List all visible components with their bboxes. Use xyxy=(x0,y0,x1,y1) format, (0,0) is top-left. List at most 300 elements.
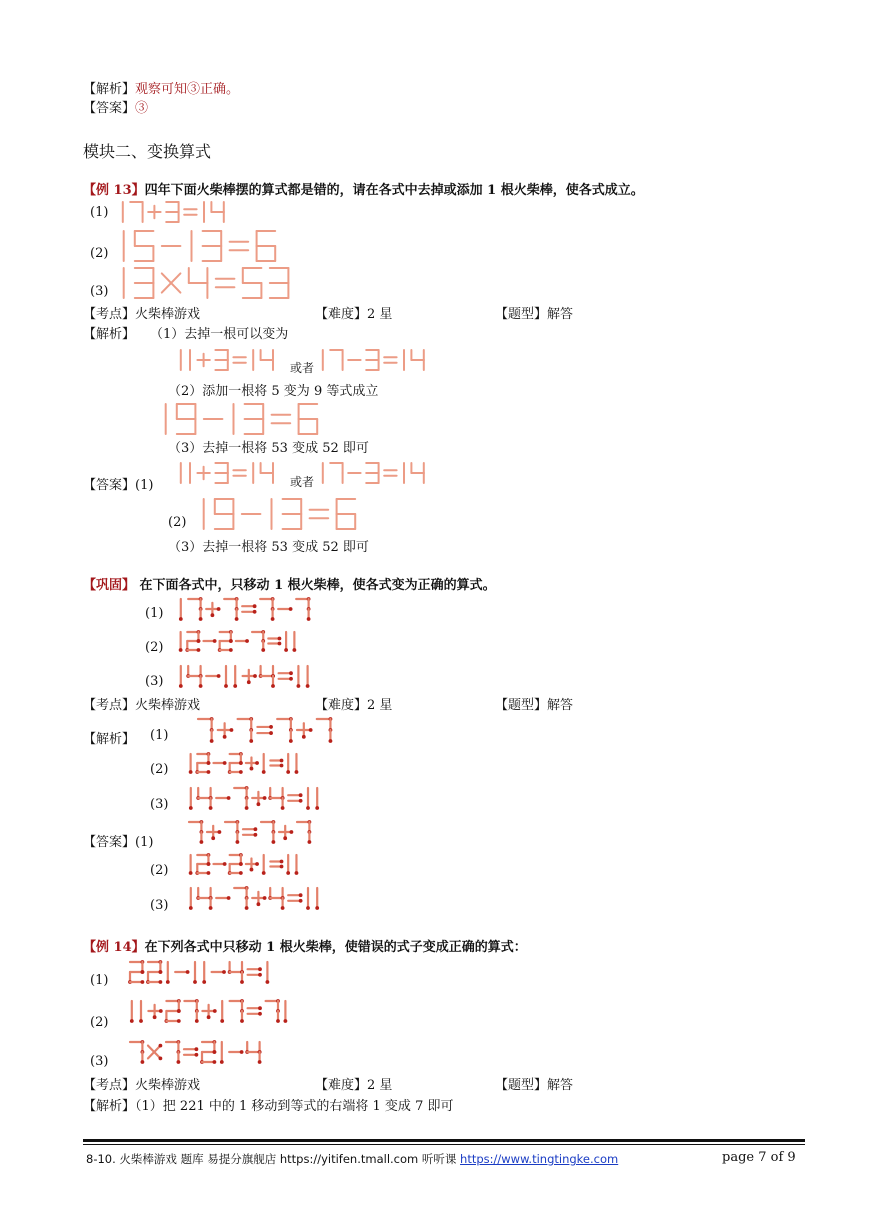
match-glyph xyxy=(411,463,423,483)
match-head xyxy=(255,862,259,866)
match-glyph xyxy=(184,1047,198,1056)
match-head xyxy=(263,796,267,800)
match-head xyxy=(220,1019,224,1023)
match-head xyxy=(202,980,206,984)
match-head xyxy=(240,1019,244,1023)
match-head xyxy=(179,648,183,652)
match-head xyxy=(258,1006,262,1010)
cons-analysis-eq1 xyxy=(195,716,340,744)
match-head xyxy=(186,970,190,974)
match-head xyxy=(159,1009,163,1013)
match-glyph xyxy=(366,350,378,370)
ex13-q2-number: (2) xyxy=(90,246,109,261)
match-head xyxy=(299,893,303,897)
analysis-line xyxy=(83,78,239,97)
ex14-q1-number: (1) xyxy=(90,973,109,988)
match-glyph xyxy=(175,970,189,974)
match-head xyxy=(193,980,197,984)
match-head xyxy=(195,1053,199,1057)
cons-q2-number: (2) xyxy=(145,640,164,655)
match-head xyxy=(177,1009,181,1013)
match-glyph xyxy=(197,354,209,366)
match-glyph xyxy=(220,1001,224,1023)
match-glyph xyxy=(248,967,262,976)
match-glyph xyxy=(228,752,243,774)
match-head xyxy=(269,731,273,735)
cons-q3-number: (3) xyxy=(145,674,164,689)
match-glyph xyxy=(306,666,310,688)
match-head xyxy=(278,637,282,641)
match-glyph xyxy=(233,357,245,363)
ex14-analysis-step1: （1）把 221 中的 1 移动到等式的右端将 1 变成 7 即可 xyxy=(135,1099,454,1114)
match-head xyxy=(257,802,261,806)
match-glyph xyxy=(165,999,181,1023)
match-glyph xyxy=(315,788,319,810)
cons-analysis-eq2 xyxy=(186,751,307,775)
match-glyph xyxy=(238,717,254,743)
cons-answer-eq3 xyxy=(186,885,328,911)
match-glyph xyxy=(202,1005,216,1019)
match-head xyxy=(189,906,193,910)
match-head xyxy=(249,739,253,743)
match-glyph xyxy=(225,820,239,844)
match-glyph xyxy=(252,792,266,806)
match-glyph xyxy=(189,820,203,844)
match-head xyxy=(253,610,257,614)
match-glyph xyxy=(234,886,248,910)
match-head xyxy=(289,739,293,743)
match-head xyxy=(207,862,211,866)
match-glyph xyxy=(207,826,221,840)
match-head xyxy=(261,648,265,652)
match-glyph xyxy=(310,510,329,518)
match-glyph xyxy=(268,888,284,910)
match-glyph xyxy=(270,759,283,768)
cons-q3-equation xyxy=(176,663,318,689)
match-head xyxy=(245,906,249,910)
match-glyph xyxy=(288,793,302,802)
match-glyph xyxy=(195,752,210,774)
match-glyph xyxy=(259,666,275,688)
cons-answer-eq2 xyxy=(186,852,307,876)
match-head xyxy=(258,1060,262,1064)
match-glyph xyxy=(189,888,193,910)
match-glyph xyxy=(200,1040,216,1064)
match-head xyxy=(227,896,231,900)
match-glyph xyxy=(306,888,310,910)
match-head xyxy=(245,806,249,810)
match-head xyxy=(295,770,299,774)
match-glyph xyxy=(295,855,299,875)
match-glyph xyxy=(317,717,333,743)
match-head xyxy=(271,617,275,621)
example-14-text: 在下列各式中只移动 1 根火柴棒，使错误的式子变成正确的算式： xyxy=(144,940,527,955)
match-head xyxy=(209,906,213,910)
match-glyph xyxy=(166,202,178,222)
match-glyph xyxy=(283,499,302,529)
answer-line xyxy=(83,97,148,116)
match-glyph xyxy=(179,632,183,652)
match-glyph xyxy=(230,999,244,1023)
match-glyph xyxy=(128,960,144,984)
meta-2-type: 【题型】解答 xyxy=(495,698,574,713)
analysis-label: 【解析】 xyxy=(83,82,136,97)
answer-text: ③ xyxy=(135,101,149,116)
match-glyph xyxy=(206,603,220,617)
match-head xyxy=(254,827,258,831)
match-head xyxy=(240,1050,244,1054)
match-glyph xyxy=(248,1006,262,1015)
match-head xyxy=(179,684,183,688)
match-head xyxy=(269,725,273,729)
cons-analysis-n1: (1) xyxy=(150,728,169,743)
cons-answer-eq1 xyxy=(186,819,318,845)
match-glyph xyxy=(220,1042,224,1064)
match-glyph xyxy=(243,670,257,684)
example-13-text: 四年下面火柴棒摆的算式都是错的，请在各式中去掉或添加 1 根火柴棒，使各式成立。 xyxy=(144,183,644,198)
match-head xyxy=(289,607,293,611)
match-head xyxy=(306,684,310,688)
match-glyph xyxy=(268,788,284,810)
ex13-q3-number: (3) xyxy=(90,284,109,299)
match-glyph xyxy=(130,1040,144,1064)
example-14-question xyxy=(83,936,527,955)
match-head xyxy=(222,970,226,974)
match-glyph xyxy=(148,1005,162,1019)
match-glyph xyxy=(234,786,248,810)
match-glyph xyxy=(261,463,273,483)
match-head xyxy=(292,648,296,652)
match-glyph xyxy=(330,350,342,370)
match-glyph xyxy=(292,632,296,652)
answer-label: 【答案】 xyxy=(83,101,136,116)
match-head xyxy=(239,761,243,765)
match-glyph xyxy=(411,350,423,370)
match-head xyxy=(227,796,231,800)
match-glyph xyxy=(216,279,235,287)
match-head xyxy=(239,871,243,875)
match-glyph xyxy=(261,820,275,844)
meta-2-difficulty: 【难度】2 星 xyxy=(315,698,393,713)
match-head xyxy=(245,639,249,643)
meta-1-difficulty: 【难度】2 星 xyxy=(315,307,393,322)
match-glyph xyxy=(213,761,226,765)
ex13-answer-step3: （3）去掉一根将 53 变成 52 即可 xyxy=(168,540,369,555)
match-glyph xyxy=(296,597,310,621)
match-glyph xyxy=(233,470,245,476)
match-head xyxy=(195,1019,199,1023)
match-glyph xyxy=(215,350,227,370)
match-head xyxy=(239,862,243,866)
match-glyph xyxy=(266,999,280,1023)
analysis-text: 观察可知③正确。 xyxy=(135,82,240,97)
match-head xyxy=(271,684,275,688)
match-glyph xyxy=(246,858,259,871)
match-head xyxy=(262,871,266,875)
match-glyph xyxy=(179,666,183,688)
footer-rule-thin xyxy=(83,1144,805,1145)
match-glyph xyxy=(179,599,183,621)
footer-rule-thick xyxy=(83,1139,805,1142)
match-head xyxy=(166,980,170,984)
consolidate-tag: 【巩固】 xyxy=(83,578,136,593)
match-glyph xyxy=(228,962,244,984)
match-glyph xyxy=(146,960,162,984)
match-head xyxy=(240,980,244,984)
module-title: 模块二、变换算式 xyxy=(83,142,212,161)
match-head xyxy=(253,674,257,678)
match-glyph xyxy=(162,273,181,292)
match-glyph xyxy=(297,666,301,688)
match-head xyxy=(299,899,303,903)
match-head xyxy=(299,799,303,803)
match-head xyxy=(207,1015,211,1019)
match-glyph xyxy=(218,630,233,652)
match-glyph xyxy=(216,896,230,900)
match-glyph xyxy=(243,268,262,298)
match-head xyxy=(229,648,233,652)
cons-q2-equation xyxy=(176,629,305,653)
example-14-tag: 【例 14】 xyxy=(83,940,145,955)
match-head xyxy=(207,761,211,765)
match-head xyxy=(297,684,301,688)
match-glyph xyxy=(366,463,378,483)
match-head xyxy=(189,770,193,774)
match-glyph xyxy=(246,757,259,770)
ex13-answer-n2: (2) xyxy=(168,515,187,530)
match-head xyxy=(276,1019,280,1023)
cons-analysis-eq3 xyxy=(186,785,328,811)
ex14-q3-number: (3) xyxy=(90,1054,109,1069)
match-glyph xyxy=(135,268,154,298)
match-glyph xyxy=(257,231,276,261)
footer xyxy=(86,1151,618,1167)
match-head xyxy=(250,868,254,872)
match-head xyxy=(189,871,193,875)
match-glyph xyxy=(330,463,342,483)
consolidate-text: 在下面各式中，只移动 1 根火柴棒，使各式变为正确的算式。 xyxy=(135,578,496,593)
match-head xyxy=(153,1015,157,1019)
match-head xyxy=(272,840,276,844)
match-head xyxy=(177,1060,181,1064)
cons-answer-n2: (2) xyxy=(150,863,169,878)
meta-1-type: 【题型】解答 xyxy=(495,307,574,322)
meta-3-difficulty: 【难度】2 星 xyxy=(315,1078,393,1093)
match-head xyxy=(213,1050,217,1054)
match-glyph xyxy=(224,666,228,688)
match-glyph xyxy=(197,467,209,479)
match-head xyxy=(207,871,211,875)
match-head xyxy=(223,862,227,866)
match-glyph xyxy=(202,962,206,984)
ex14-q2-number: (2) xyxy=(90,1015,109,1030)
match-head xyxy=(289,677,293,681)
match-head xyxy=(195,1047,199,1051)
match-glyph xyxy=(295,754,299,774)
match-head xyxy=(283,836,287,840)
match-head xyxy=(229,639,233,643)
match-head xyxy=(223,761,227,765)
match-head xyxy=(179,617,183,621)
match-head xyxy=(217,607,221,611)
match-glyph xyxy=(195,853,210,875)
match-glyph xyxy=(384,470,396,476)
match-head xyxy=(139,1019,143,1023)
match-head xyxy=(177,1019,181,1023)
match-head xyxy=(197,639,201,643)
ex13-analysis-eq1b xyxy=(318,347,433,373)
match-glyph xyxy=(286,855,290,875)
match-head xyxy=(159,1057,163,1061)
meta-2-point: 【考点】火柴棒游戏 xyxy=(83,698,201,713)
match-head xyxy=(250,767,254,771)
match-head xyxy=(289,671,293,675)
match-head xyxy=(211,836,215,840)
footer-link[interactable]: https://www.tingtingke.com xyxy=(460,1152,619,1166)
match-head xyxy=(220,1060,224,1064)
match-head xyxy=(299,793,303,797)
match-head xyxy=(199,617,203,621)
match-glyph xyxy=(279,671,293,680)
match-head xyxy=(189,806,193,810)
ex13-answer-eq1b xyxy=(318,460,433,486)
match-glyph xyxy=(148,1044,162,1061)
match-glyph xyxy=(196,888,212,910)
match-head xyxy=(235,617,239,621)
meta-1-point: 【考点】火柴棒游戏 xyxy=(83,307,201,322)
match-head xyxy=(309,728,313,732)
match-glyph xyxy=(266,962,270,984)
match-head xyxy=(236,840,240,844)
match-head xyxy=(281,906,285,910)
match-head xyxy=(233,684,237,688)
match-glyph xyxy=(230,242,249,250)
match-head xyxy=(159,980,163,984)
match-glyph xyxy=(189,754,193,774)
match-glyph xyxy=(184,999,198,1023)
match-head xyxy=(213,1009,217,1013)
match-head xyxy=(306,806,310,810)
ex13-q1-number: (1) xyxy=(90,205,109,220)
match-head xyxy=(211,613,215,617)
match-glyph xyxy=(177,404,196,434)
match-glyph xyxy=(299,404,318,434)
match-head xyxy=(247,680,251,684)
match-head xyxy=(197,648,201,652)
match-head xyxy=(258,1012,262,1016)
match-head xyxy=(130,1019,134,1023)
ex13-answer-eq1a xyxy=(176,460,282,486)
match-glyph xyxy=(268,637,281,646)
match-head xyxy=(207,770,211,774)
page-number: page 7 of 9 xyxy=(722,1150,796,1165)
ex14-q2-equation xyxy=(127,998,296,1024)
ex14-analysis-label: 【解析】 xyxy=(83,1099,136,1114)
match-glyph xyxy=(130,202,142,222)
ex13-answer-label: 【答案】(1) xyxy=(83,478,154,493)
match-glyph xyxy=(224,597,238,621)
match-head xyxy=(257,902,261,906)
match-head xyxy=(200,840,204,844)
match-glyph xyxy=(186,666,202,688)
match-glyph xyxy=(384,357,396,363)
match-head xyxy=(258,967,262,971)
match-glyph xyxy=(260,597,274,621)
match-glyph xyxy=(284,1001,288,1023)
match-head xyxy=(281,806,285,810)
ex13-analysis-step1: （1）去掉一根可以变为 xyxy=(150,327,289,342)
example-13-tag: 【例 13】 xyxy=(83,183,145,198)
match-glyph xyxy=(213,862,226,866)
match-glyph xyxy=(262,855,266,875)
match-glyph xyxy=(252,630,265,652)
match-glyph xyxy=(257,725,273,735)
match-head xyxy=(262,770,266,774)
match-glyph xyxy=(189,788,193,810)
match-glyph xyxy=(166,962,170,984)
match-head xyxy=(329,739,333,743)
match-glyph xyxy=(212,970,226,974)
match-head xyxy=(159,1044,163,1048)
match-glyph xyxy=(337,499,356,529)
match-glyph xyxy=(189,268,208,298)
match-head xyxy=(315,906,319,910)
match-glyph xyxy=(198,717,214,743)
match-glyph xyxy=(166,1040,180,1064)
cons-answer-n3: (3) xyxy=(150,898,169,913)
match-glyph xyxy=(252,892,266,906)
match-glyph xyxy=(272,415,291,423)
match-head xyxy=(258,973,262,977)
match-head xyxy=(224,684,228,688)
match-head xyxy=(286,871,290,875)
match-glyph xyxy=(218,723,234,739)
match-glyph xyxy=(148,206,160,218)
match-head xyxy=(230,728,234,732)
cons-answer-label: 【答案】(1) xyxy=(83,835,154,850)
match-head xyxy=(278,642,282,646)
match-head xyxy=(210,739,214,743)
match-glyph xyxy=(203,231,222,261)
consolidate-question xyxy=(83,574,496,593)
match-head xyxy=(209,806,213,810)
match-head xyxy=(302,735,306,739)
match-glyph xyxy=(270,268,289,298)
match-glyph xyxy=(229,1050,243,1054)
match-glyph xyxy=(233,666,237,688)
cons-analysis-n2: (2) xyxy=(150,762,169,777)
match-glyph xyxy=(270,860,283,869)
match-glyph xyxy=(236,639,249,643)
match-head xyxy=(263,896,267,900)
match-head xyxy=(254,833,258,837)
cons-analysis-n3: (3) xyxy=(150,797,169,812)
match-head xyxy=(223,735,227,739)
match-head xyxy=(280,764,284,768)
match-head xyxy=(217,674,221,678)
match-head xyxy=(266,980,270,984)
match-head xyxy=(141,980,145,984)
ex14-q3-equation xyxy=(127,1039,269,1065)
match-head xyxy=(141,970,145,974)
match-glyph xyxy=(278,607,292,611)
match-glyph xyxy=(286,754,290,774)
ex13-answer-eq2 xyxy=(198,496,367,532)
match-head xyxy=(315,806,319,810)
match-glyph xyxy=(215,463,227,483)
match-glyph xyxy=(315,888,319,910)
match-head xyxy=(239,770,243,774)
